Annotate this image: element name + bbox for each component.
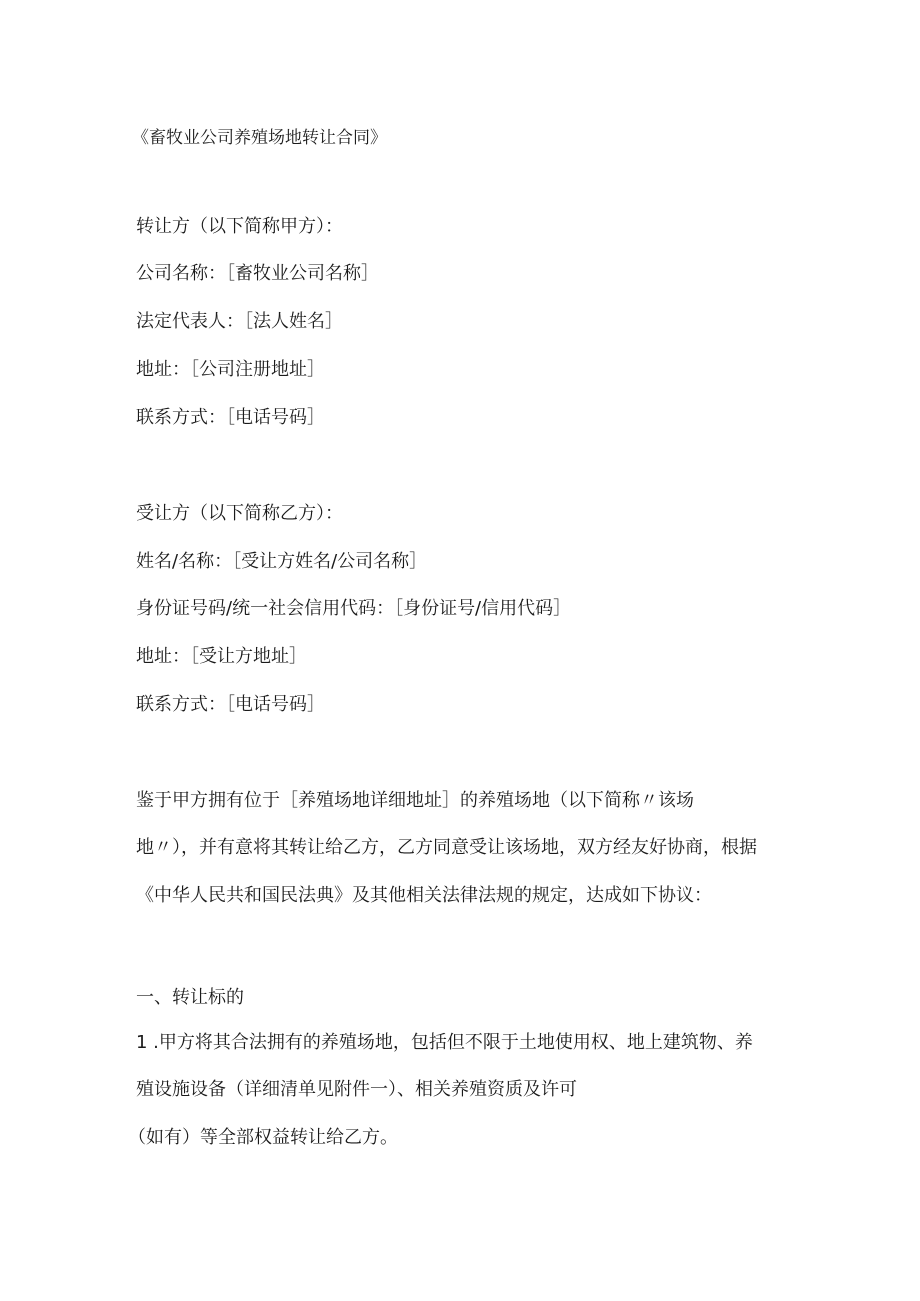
party-b-name: 姓名/名称：［受让方姓名/公司名称］ <box>136 551 428 572</box>
preamble-line-2: 地〃），并有意将其转让给乙方，乙方同意受让该场地，双方经友好协商，根据 <box>136 837 757 858</box>
party-a-company: 公司名称：［畜牧业公司名称］ <box>136 263 379 284</box>
preamble-line-3: 《中华人民共和国民法典》及其他相关法律法规的规定，达成如下协议： <box>136 885 712 906</box>
party-a-contact: 联系方式：［电话号码］ <box>136 407 325 428</box>
preamble-line-1: 鉴于甲方拥有位于［养殖场地详细地址］的养殖场地（以下简称〃该场 <box>136 790 694 811</box>
section1-item1-line-1: 1 .甲方将其合法拥有的养殖场地，包括但不限于土地使用权、地上建筑物、养 <box>136 1032 753 1053</box>
party-b-heading: 受让方（以下简称乙方）： <box>136 503 343 524</box>
party-b-contact: 联系方式：［电话号码］ <box>136 694 325 715</box>
party-a-address: 地址：［公司注册地址］ <box>136 359 325 380</box>
party-a-rep: 法定代表人：［法人姓名］ <box>136 311 343 332</box>
party-a-heading: 转让方（以下简称甲方）： <box>136 216 343 237</box>
section1-item1-line-2: 殖设施设备（详细清单见附件一）、相关养殖资质及许可 <box>136 1079 577 1100</box>
party-b-address: 地址：［受让方地址］ <box>136 646 307 667</box>
section1-heading: 一、转让标的 <box>136 987 244 1008</box>
party-b-id: 身份证号码/统一社会信用代码：［身份证号/信用代码］ <box>136 598 572 619</box>
contract-title: 《畜牧业公司养殖场地转让合同》 <box>132 128 387 148</box>
section1-item1-line-3: （如有）等全部权益转让给乙方。 <box>128 1127 398 1148</box>
